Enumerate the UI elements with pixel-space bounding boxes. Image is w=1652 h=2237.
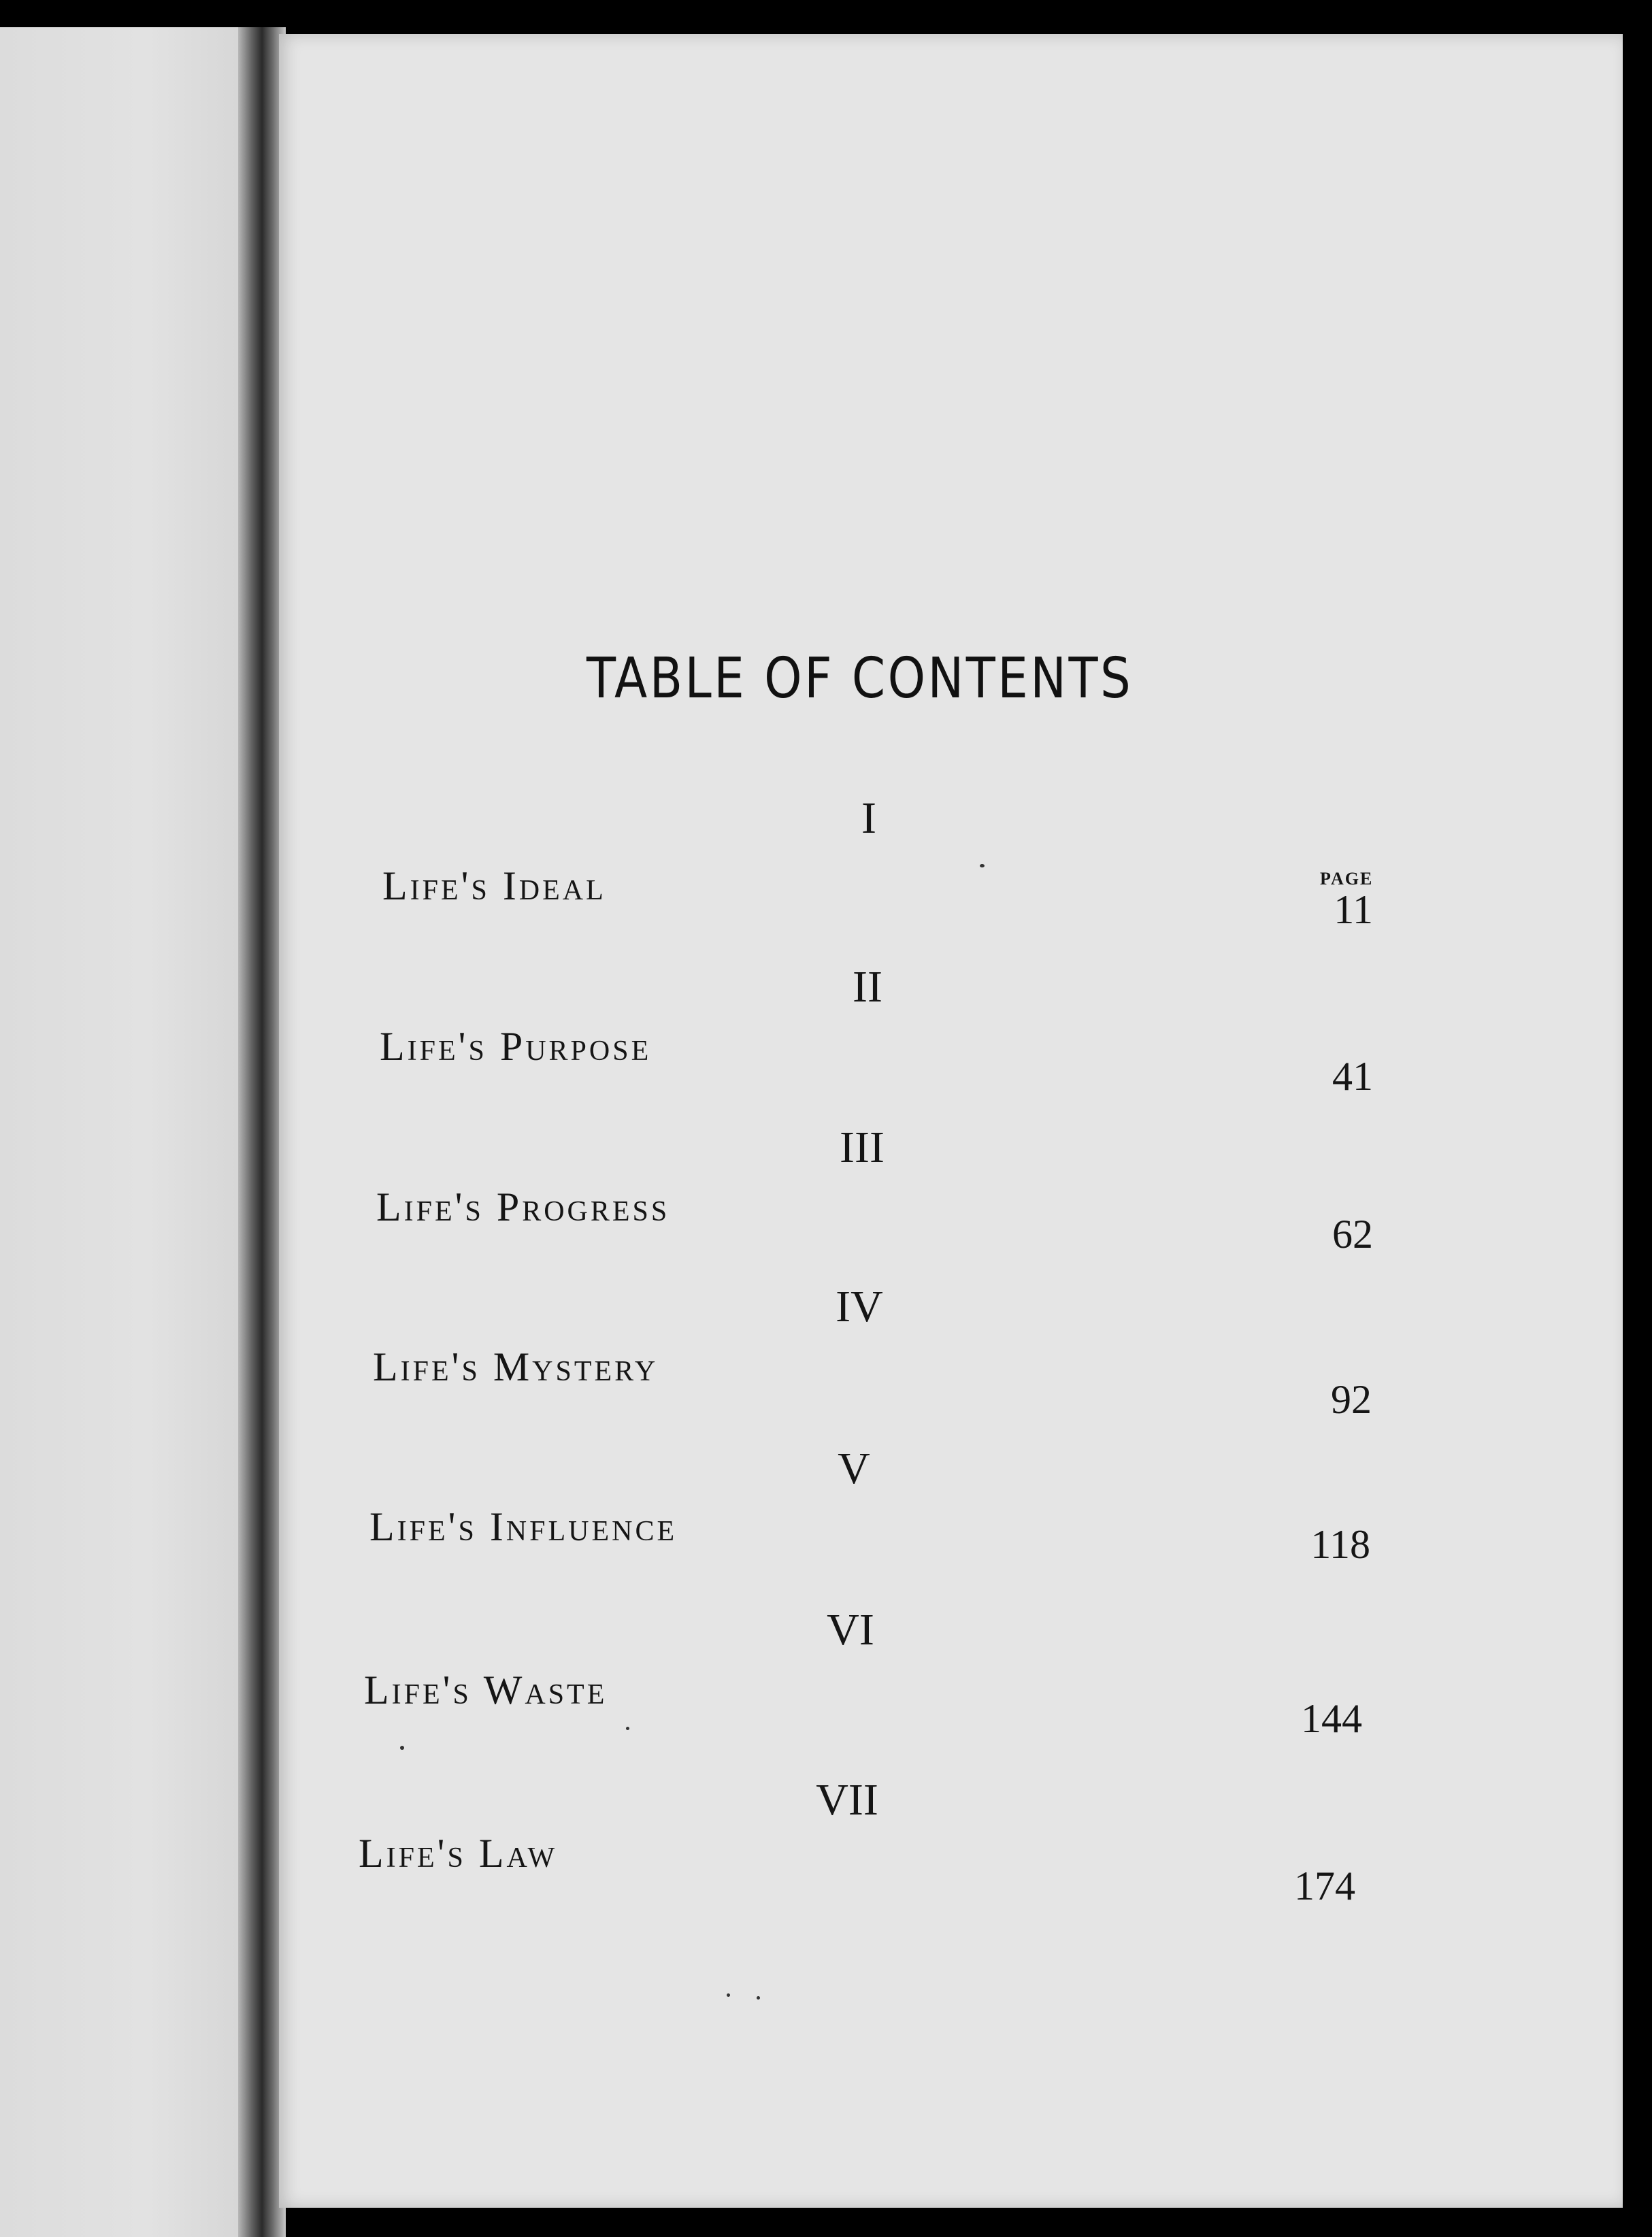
- chapter-title: Life's Waste: [364, 1668, 608, 1712]
- chapter-title: Life's Influence: [369, 1504, 678, 1549]
- scan-speck: [980, 864, 985, 867]
- chapter-numeral: I: [861, 793, 876, 843]
- chapter-numeral: IV: [836, 1282, 883, 1331]
- chapter-numeral: VI: [827, 1605, 874, 1655]
- chapter-title: Life's Purpose: [380, 1024, 652, 1069]
- scan-speck: [626, 1727, 629, 1730]
- chapter-title: Life's Progress: [376, 1184, 670, 1229]
- chapter-numeral: VII: [816, 1775, 878, 1825]
- scan-speck: [757, 1996, 760, 2000]
- page-column-header: PAGE: [1320, 869, 1374, 889]
- scan-speck: [727, 1993, 730, 1997]
- chapter-numeral: V: [838, 1444, 870, 1493]
- chapter-title: Life's Ideal: [382, 863, 606, 908]
- chapter-page-number: 92: [1331, 1377, 1372, 1422]
- chapter-title: Life's Mystery: [373, 1344, 659, 1389]
- chapter-page-number: 118: [1310, 1522, 1370, 1567]
- right-page: [279, 34, 1623, 2208]
- chapter-page-number: 11: [1334, 887, 1373, 932]
- chapter-page-number: 174: [1294, 1863, 1355, 1908]
- left-page: [0, 27, 245, 2237]
- page-title: TABLE OF CONTENTS: [587, 646, 1134, 711]
- chapter-title: Life's Law: [359, 1831, 558, 1876]
- scan-speck: [400, 1746, 404, 1750]
- chapter-page-number: 144: [1301, 1696, 1362, 1741]
- chapter-numeral: III: [840, 1123, 885, 1172]
- chapter-page-number: 62: [1332, 1212, 1373, 1257]
- chapter-numeral: II: [853, 962, 882, 1012]
- chapter-page-number: 41: [1332, 1054, 1373, 1099]
